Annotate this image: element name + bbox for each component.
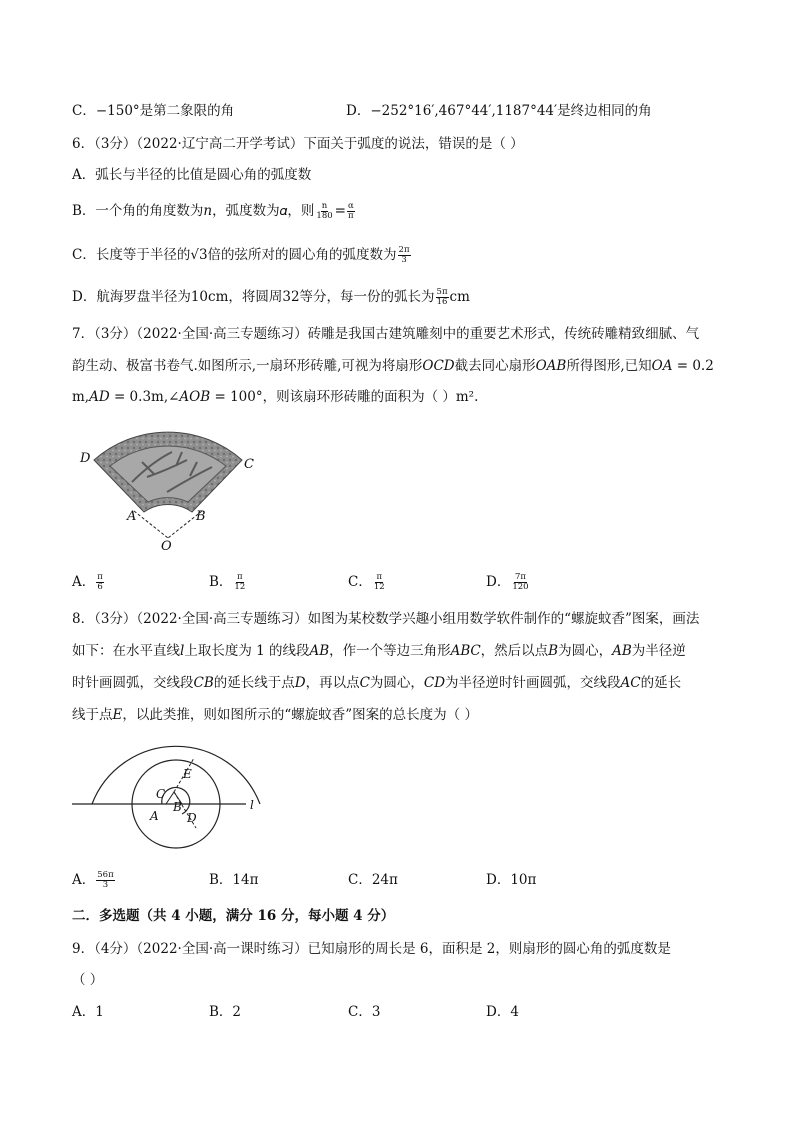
q9-option-b: B．2 xyxy=(209,1004,242,1020)
q7-brick-carving-figure xyxy=(72,422,272,554)
fraction xyxy=(233,573,246,592)
q6-stem: 6．（3分）（2022·辽宁高二开学考试）下面关于弧度的说法，错误的是（ ） xyxy=(72,136,524,152)
q7-option-d xyxy=(486,572,531,592)
denominator: 16 xyxy=(436,297,448,307)
denominator: 3 xyxy=(102,880,109,890)
q8-option-b: B．14π xyxy=(209,872,259,888)
q8-line-4: 线于点𝐸，以此类推，则如图所示的“螺旋蚊香”图案的总长度为（ ） xyxy=(72,707,478,723)
fraction xyxy=(511,573,529,592)
q8-line-3: 时针画圆弧，交线段𝐶𝐵的延长线于点𝐷，再以点𝐶为圆心，𝐶𝐷为半径逆时针画圆弧，交线段𝐴𝐶的延长 xyxy=(72,675,682,691)
fraction xyxy=(373,573,386,592)
option-letter: C． xyxy=(348,574,372,590)
numerator: 5π xyxy=(436,287,448,297)
q7-option-a xyxy=(72,572,105,592)
q8-option-a xyxy=(72,870,116,890)
numerator: π xyxy=(97,572,103,582)
q7-option-b xyxy=(209,572,247,592)
q5-option-d: D．−252°16′,467°44′,1187°44′是终边相同的角 xyxy=(346,103,652,119)
q9-option-d: D．4 xyxy=(486,1004,519,1020)
denominator: 120 xyxy=(512,582,529,592)
denominator: 6 xyxy=(97,582,103,592)
label-a: A xyxy=(127,509,137,524)
q7-line-2: 韵生动、极富书卷气.如图所示,一扇环形砖雕,可视为将扇形𝑂𝐶𝐷截去同心扇形𝑂𝐴𝐵所得图形,已知𝑂𝐴 = 0.2 xyxy=(72,358,714,374)
fraction xyxy=(315,202,333,221)
fraction xyxy=(436,288,449,307)
dashed-radius-oa xyxy=(134,511,168,538)
label-b: B xyxy=(196,509,206,524)
q7-line-1: 7．（3分）（2022·全国·高三专题练习）砖雕是我国古建筑雕刻中的重要艺术形式，传统砖雕精致细腻、气 xyxy=(72,326,700,342)
q8-option-c: C．24π xyxy=(348,872,398,888)
q8-spiral-figure xyxy=(70,732,270,862)
unit: cm xyxy=(449,289,470,305)
q8-line-1: 8．（3分）（2022·全国·高三专题练习）如图为某校数学兴趣小组用数学软件制作的“螺旋蚊香”图案，画法 xyxy=(72,611,700,627)
numerator: 56π xyxy=(97,870,114,880)
numerator: 7π xyxy=(514,572,526,582)
option-letter: D． xyxy=(486,574,511,590)
q6-option-c-text-mid: 倍的弦所对的圆心角的弧度数为 xyxy=(207,247,397,263)
numerator: n xyxy=(321,201,328,211)
option-letter: A． xyxy=(72,574,96,590)
label-o: O xyxy=(161,539,172,554)
q6-option-d xyxy=(72,287,470,307)
q9-option-a: A．1 xyxy=(72,1004,104,1020)
option-letter: B． xyxy=(209,574,233,590)
q6-option-a: A．弧长与半径的比值是圆心角的弧度数 xyxy=(72,167,312,183)
q8-option-d: D．10π xyxy=(486,872,537,888)
denominator: 3 xyxy=(401,255,407,265)
fraction xyxy=(96,871,114,890)
label-d: D xyxy=(80,451,91,466)
q6-option-c-text: C．长度等于半径的 xyxy=(72,247,191,263)
denominator: 180 xyxy=(316,211,333,221)
denominator: 12 xyxy=(234,582,246,592)
label-e: E xyxy=(183,767,192,781)
sqrt-expression: √3 xyxy=(190,247,208,263)
fraction xyxy=(398,246,411,265)
label-c: C xyxy=(156,787,166,801)
q7-option-c xyxy=(348,572,387,592)
q6-option-c xyxy=(72,245,412,265)
section-title: 二．多选题（共 4 小题，满分 16 分，每小题 4 分） xyxy=(72,908,395,924)
q8-line-2: 如下：在水平直线𝑙上取长度为 1 的线段𝐴𝐵，作一个等边三角形𝐴𝐵𝐶，然后以点𝐵为圆心，𝐴𝐵为半径逆 xyxy=(72,643,686,659)
option-letter: A． xyxy=(72,872,96,888)
label-l: l xyxy=(250,798,254,812)
label-d: D xyxy=(187,811,197,825)
q6-option-b xyxy=(72,201,356,221)
q6-option-d-text: D．航海罗盘半径为10cm，将圆周32等分，每一份的弧长为 xyxy=(72,289,435,305)
label-b: B xyxy=(173,800,182,814)
q5-option-c: C．−150°是第二象限的角 xyxy=(72,103,235,119)
fraction xyxy=(347,202,355,221)
label-c: C xyxy=(244,457,254,472)
numerator: 2π xyxy=(398,245,410,255)
equals-sign: = xyxy=(334,203,346,219)
denominator: 12 xyxy=(373,582,385,592)
q9-line-2: （ ） xyxy=(72,972,104,988)
numerator: π xyxy=(237,572,243,582)
q9-line-1: 9．（4分）（2022·全国·高一课时练习）已知扇形的周长是 6，面积是 2，则扇形的圆心角的弧度数是 xyxy=(72,941,671,957)
label-a: A xyxy=(150,809,159,823)
numerator: α xyxy=(347,201,354,211)
denominator: π xyxy=(348,211,354,221)
q6-option-b-text: B．一个角的角度数为𝑛，弧度数为𝛼，则 xyxy=(72,203,315,219)
q9-option-c: C．3 xyxy=(348,1004,381,1020)
numerator: π xyxy=(376,572,383,582)
q7-line-3: m,𝐴𝐷 = 0.3m,∠𝐴𝑂𝐵 = 100°，则该扇环形砖雕的面积为（ ）m². xyxy=(72,389,479,405)
fraction xyxy=(96,573,104,592)
